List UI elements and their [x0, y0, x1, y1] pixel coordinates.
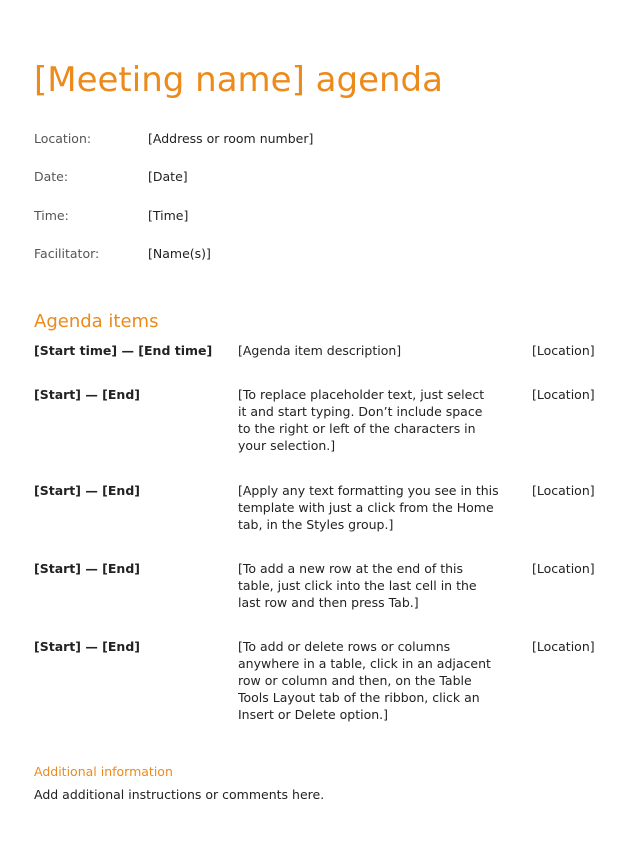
time-value: [Time] [148, 208, 189, 223]
agenda-location: [Location] [532, 387, 595, 402]
agenda-location: [Location] [532, 639, 595, 654]
agenda-time: [Start time] — [End time] [34, 343, 213, 358]
agenda-description: [To add or delete rows or columns anywhere in a table, click in an adjacent row or column and then, on the Table Tools Layout tab of the ribbon, click an Insert or Delete option.] [238, 639, 491, 722]
agenda-time: [Start] — [End] [34, 639, 140, 654]
location-label: Location: [34, 131, 92, 146]
agenda-description: [Apply any text formatting you see in this template with just a click from the Home tab, in the Styles group.] [238, 483, 499, 532]
date-label: Date: [34, 169, 69, 184]
agenda-description: [Agenda item description] [238, 343, 402, 358]
time-label: Time: [34, 208, 69, 223]
additional-info-text: Add additional instructions or comments here. [34, 787, 325, 802]
agenda-time: [Start] — [End] [34, 561, 140, 576]
agenda-location: [Location] [532, 483, 595, 498]
agenda-location: [Location] [532, 561, 595, 576]
agenda-time: [Start] — [End] [34, 387, 140, 402]
agenda-location: [Location] [532, 343, 595, 358]
agenda-time: [Start] — [End] [34, 483, 140, 498]
facilitator-value: [Name(s)] [148, 246, 211, 261]
document-title: [Meeting name] agenda [34, 60, 443, 100]
additional-info-heading: Additional information [34, 764, 173, 779]
facilitator-label: Facilitator: [34, 246, 100, 261]
location-value: [Address or room number] [148, 131, 314, 146]
agenda-description: [To add a new row at the end of this table, just click into the last cell in the last row and then press Tab.] [238, 561, 477, 610]
agenda-heading: Agenda items [34, 311, 159, 332]
date-value: [Date] [148, 169, 188, 184]
agenda-description: [To replace placeholder text, just select it and start typing. Don’t include space to the right or left of the characters in your selection.] [238, 387, 485, 453]
